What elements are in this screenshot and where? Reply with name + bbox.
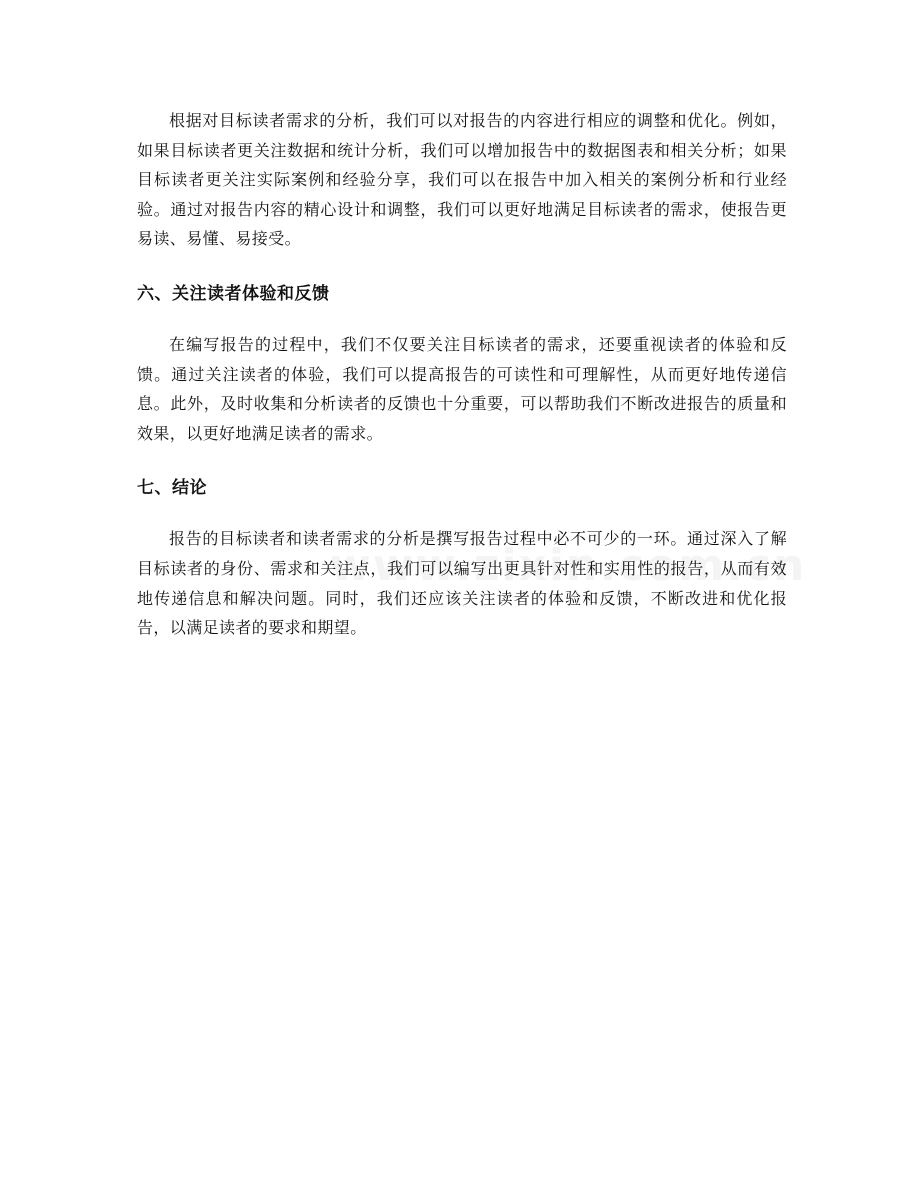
section-7-heading: 七、结论 — [137, 478, 207, 499]
section-7-paragraph: 报告的目标读者和读者需求的分析是撰写报告过程中必不可少的一环。通过深入了解目标读者的身份、需求和关注点，我们可以编写出更具针对性和实用性的报告，从而有效地传递信息和解决问题。同时，我们还应该关注读者的体验和反馈，不断改进和优化报告，以满足读者的要求和期望。 — [137, 529, 787, 638]
intro-paragraph: 根据对目标读者需求的分析，我们可以对报告的内容进行相应的调整和优化。例如，如果目标读者更关注数据和统计分析，我们可以增加报告中的数据图表和相关分析；如果目标读者更关注实际案例和经验分享，我们可以在报告中加入相关的案例分析和行业经验。通过对报告内容的精心设计和调整，我们可以更好地满足目标读者的需求，使报告更易读、易懂、易接受。 — [137, 111, 787, 249]
section-6-heading: 六、关注读者体验和反馈 — [137, 283, 330, 304]
document-body — [137, 106, 787, 643]
section-6-paragraph: 在编写报告的过程中，我们不仅要关注目标读者的需求，还要重视读者的体验和反馈。通过关注读者的体验，我们可以提高报告的可读性和可理解性，从而更好地传递信息。此外，及时收集和分析读者的反馈也十分重要，可以帮助我们不断改进报告的质量和效果，以更好地满足读者的需求。 — [137, 334, 787, 443]
